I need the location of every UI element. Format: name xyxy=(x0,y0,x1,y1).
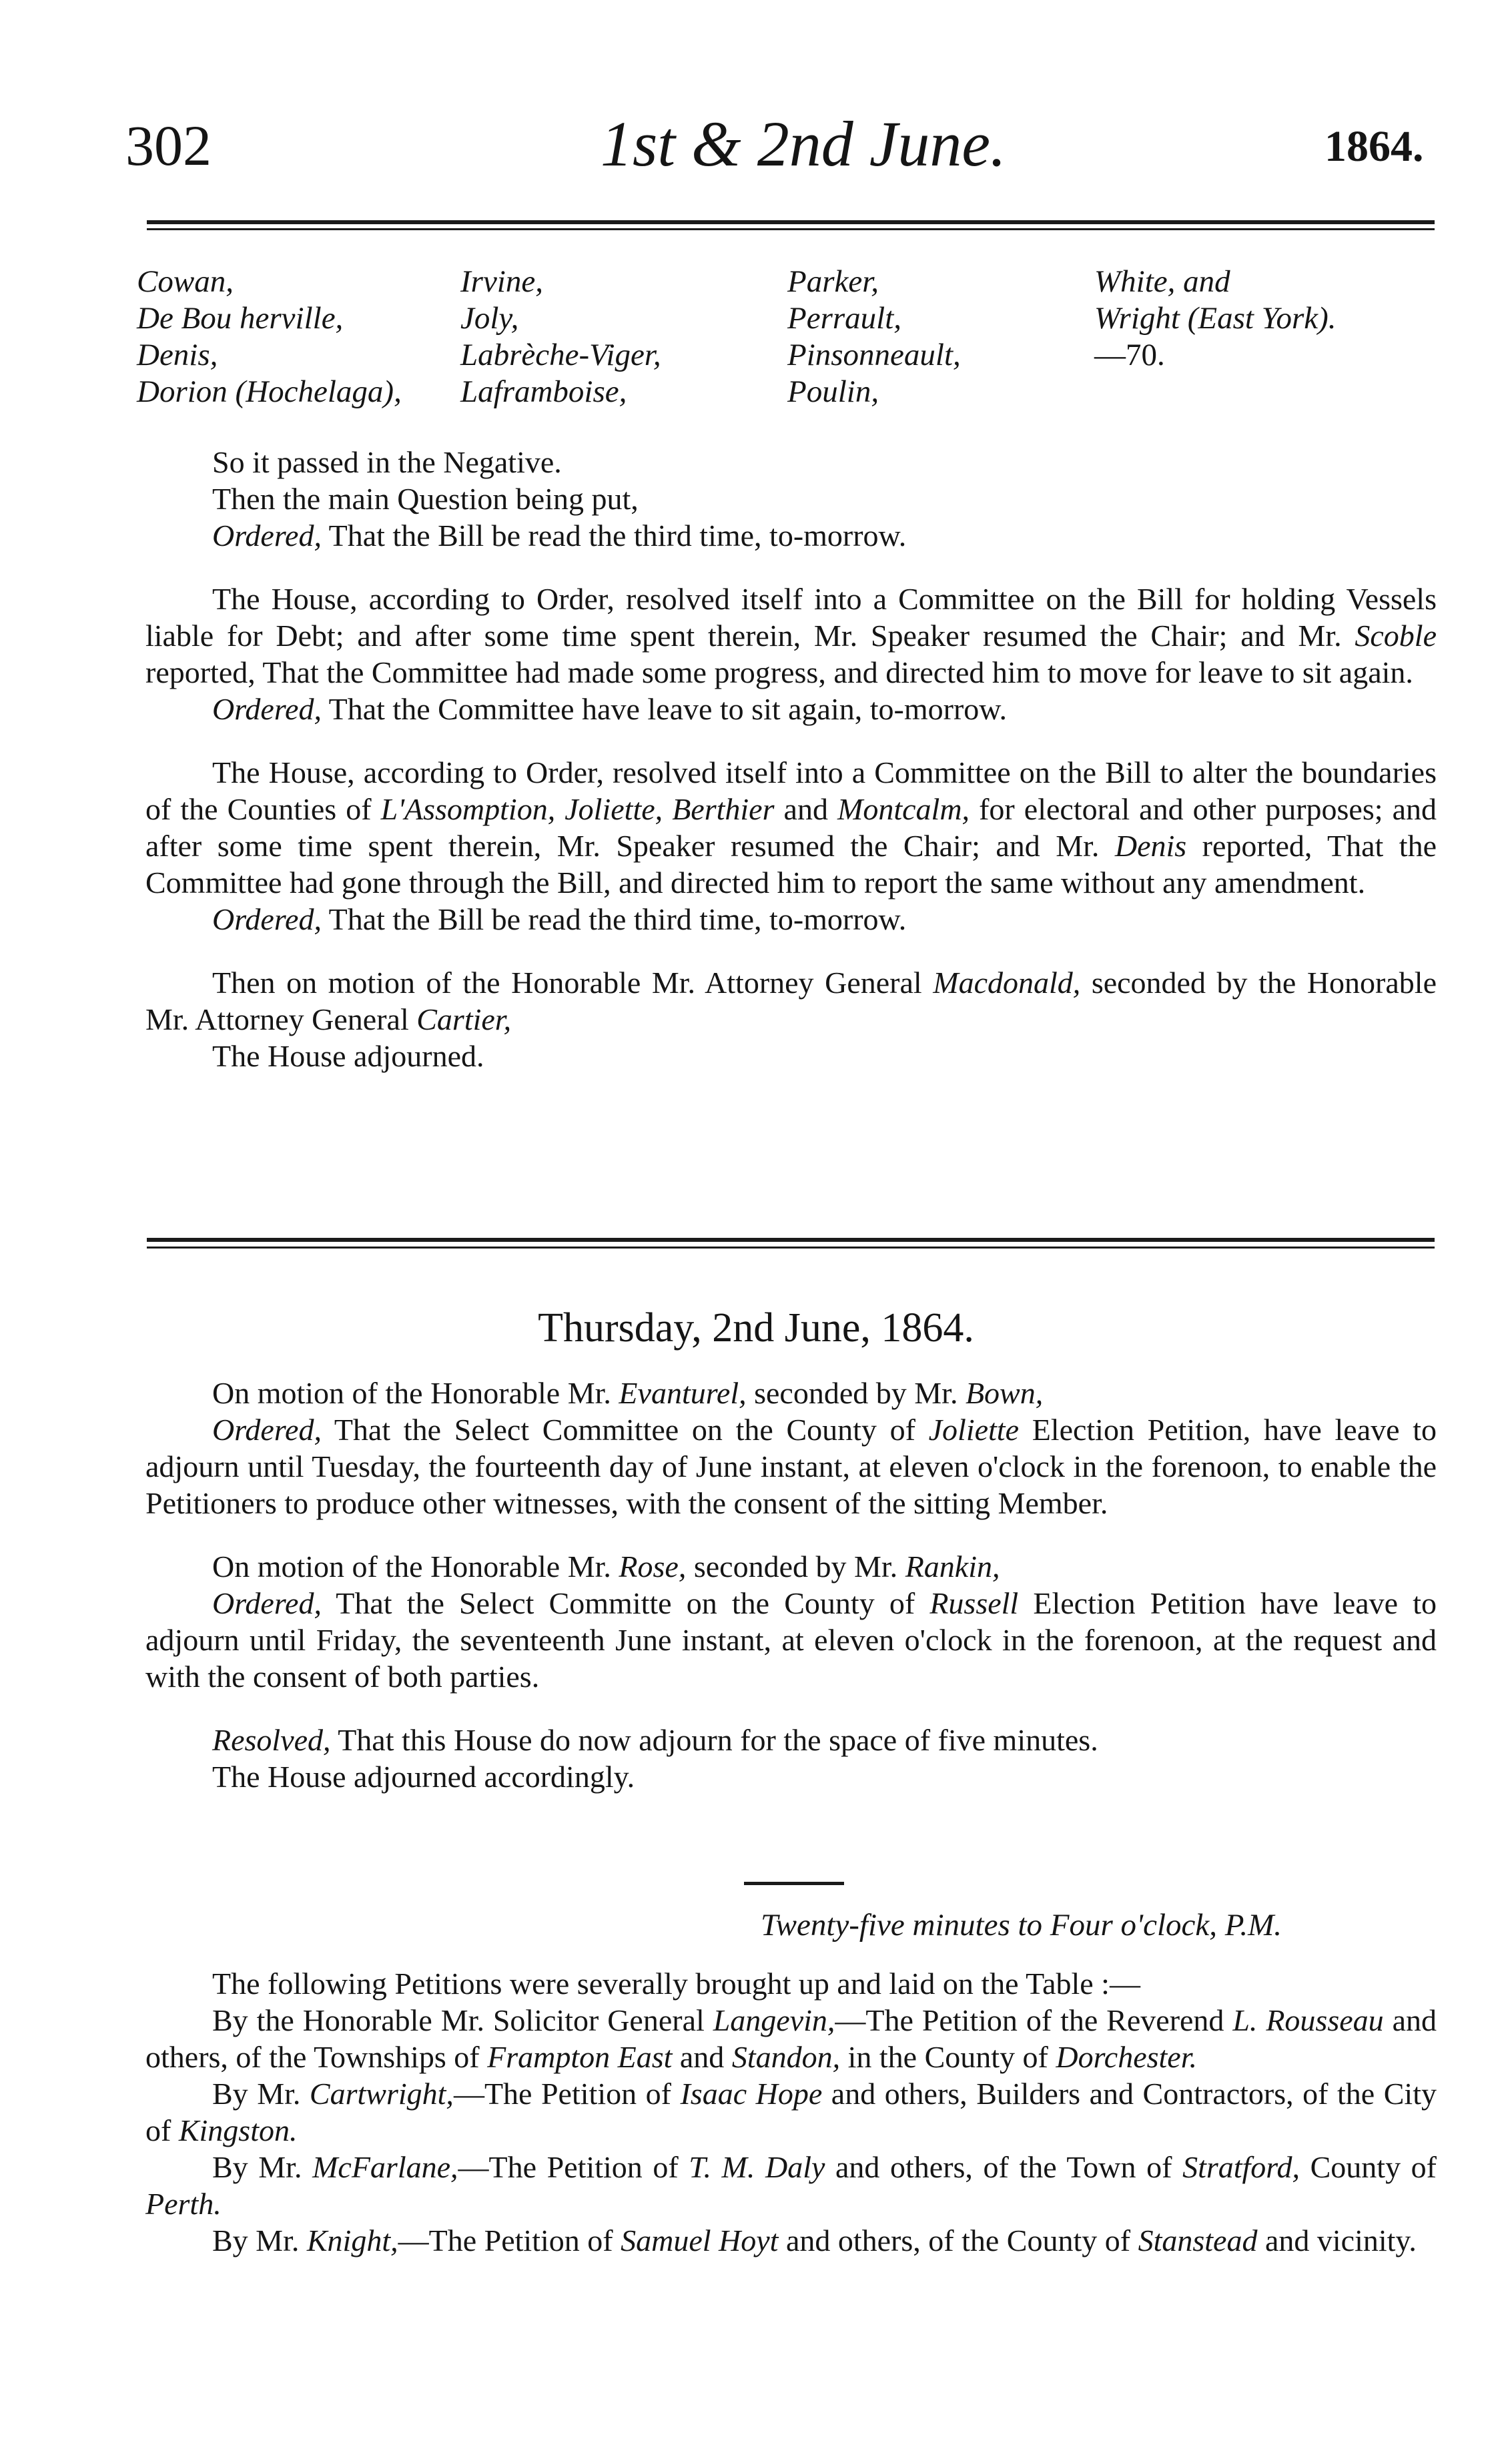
ordered-label: Ordered, xyxy=(212,902,322,936)
committee-boundaries-paragraph xyxy=(145,754,1437,901)
member-name: Bown, xyxy=(965,1376,1044,1410)
member-name: Knight, xyxy=(306,2223,398,2257)
motion-line xyxy=(145,1548,1437,1585)
text-run: and others, of the Town of xyxy=(825,2150,1183,2184)
name-entry: De Bou herville, xyxy=(137,301,344,336)
committee-vessels-paragraph xyxy=(145,581,1437,691)
petitions-intro: The following Petitions were severally brought up and laid on the Table :— xyxy=(212,1967,1140,2001)
petitioner-name: Samuel Hoyt xyxy=(621,2223,779,2257)
text-run: The House, according to Order, resolved itself into a Committee on the Bill to alter the boundaries of the Counties of xyxy=(145,755,1437,826)
ordered-label: Ordered, xyxy=(212,518,322,553)
ordered-line xyxy=(145,901,1437,938)
name-entry: Wright (East York). xyxy=(1094,301,1337,336)
petitioner-name: L. Rousseau xyxy=(1232,2003,1384,2037)
petitions-text xyxy=(145,1965,1437,2259)
name-entry: Irvine, xyxy=(460,264,543,299)
name-entry: Labrèche-Viger, xyxy=(460,338,661,372)
name-entry: Laframboise, xyxy=(460,374,627,409)
motion-line xyxy=(145,1375,1437,1411)
member-name: Rankin, xyxy=(905,1549,1000,1584)
text-run: seconded by the Honorable Mr. Attorney General xyxy=(145,966,1437,1036)
county-name: Montcalm, xyxy=(837,792,970,826)
text-run: County of xyxy=(1300,2150,1437,2184)
name-entry: Dorion (Hochelaga), xyxy=(137,374,402,409)
ordered-label: Ordered, xyxy=(212,1413,322,1447)
text-run: —The Petition of xyxy=(398,2223,621,2257)
text-run: seconded by Mr. xyxy=(686,1549,905,1584)
place-name: Stanstead xyxy=(1138,2223,1258,2257)
text-run: in the County of xyxy=(840,2040,1056,2074)
text-run: reported, That the Committee had gone through the Bill, and directed him to report the same without any amendment. xyxy=(145,829,1437,900)
ordered-text: That the Committee have leave to sit again, to-morrow. xyxy=(321,692,1008,726)
member-name: Evanturel, xyxy=(619,1376,747,1410)
member-name: Cartwright, xyxy=(309,2077,454,2111)
ordered-line xyxy=(145,517,1437,554)
text-run: By Mr. xyxy=(212,2223,307,2257)
place-name: Frampton East xyxy=(487,2040,673,2074)
petition-entry xyxy=(145,2002,1437,2075)
place-name: Kingston. xyxy=(178,2113,298,2147)
section-2-text xyxy=(145,1375,1437,1795)
time-line: Twenty-five minutes to Four o'clock, P.M. xyxy=(761,1908,1282,1943)
russell-order-paragraph xyxy=(145,1585,1437,1695)
name-entry: —70. xyxy=(1094,338,1165,372)
day-heading: Thursday, 2nd June, 1864. xyxy=(538,1305,974,1351)
county-names: L'Assomption, Joliette, Berthier xyxy=(380,792,775,826)
petition-entry xyxy=(145,2222,1437,2259)
name-entry: White, and xyxy=(1094,264,1230,299)
header-rule xyxy=(147,220,1435,224)
text-run: for electoral and other purposes; and after some time spent therein, Mr. Speaker resumed the Chair; and Mr. xyxy=(145,792,1437,863)
header-rule-thin xyxy=(147,228,1435,230)
section-divider-rule-thin xyxy=(147,1247,1435,1249)
page-year: 1864. xyxy=(1325,122,1424,171)
page-number: 302 xyxy=(125,113,212,178)
adjourned-line: The House adjourned accordingly. xyxy=(212,1760,635,1794)
name-entry: Poulin, xyxy=(787,374,879,409)
name-entry: Parker, xyxy=(787,264,879,299)
names-column-2 xyxy=(460,264,661,410)
result-line: So it passed in the Negative. xyxy=(212,445,562,479)
name-entry: Pinsonneault, xyxy=(787,338,961,372)
name-entry: Denis, xyxy=(137,338,218,372)
ordered-text: That the Bill be read the third time, to-morrow. xyxy=(321,518,907,553)
page-title: 1st & 2nd June. xyxy=(601,108,1006,180)
member-name: McFarlane, xyxy=(312,2150,458,2184)
ordered-label: Ordered, xyxy=(212,692,322,726)
place-name: Perth. xyxy=(145,2187,222,2221)
text-run: That the Select Committe on the County of xyxy=(321,1586,930,1620)
section-divider-rule xyxy=(147,1238,1435,1242)
text-run: and others, of the County of xyxy=(778,2223,1138,2257)
text-run: Election Petition, have leave to adjourn until Tuesday, the fourteenth day of June instant, at eleven o'clock in the forenoon, to enable the Petitioners to produce other witnesses, with the consent of the sitting Member. xyxy=(145,1413,1437,1520)
ordered-label: Ordered, xyxy=(212,1586,322,1620)
petitioner-name: T. M. Daly xyxy=(689,2150,825,2184)
section-1-text xyxy=(145,444,1437,1074)
text-run: —The Petition of xyxy=(458,2150,689,2184)
ordered-text: That the Bill be read the third time, to-morrow. xyxy=(321,902,907,936)
name-entry: Joly, xyxy=(460,301,519,336)
text-run: The House, according to Order, resolved itself into a Committee on the Bill for holding Vessels liable for Debt; and after some time spent therein, Mr. Speaker resumed the Chair; and Mr. xyxy=(145,582,1437,653)
adjournment-motion-paragraph xyxy=(145,964,1437,1038)
text-run: By the Honorable Mr. Solicitor General xyxy=(212,2003,713,2037)
text-run: and xyxy=(672,2040,732,2074)
text-run: Election Petition have leave to adjourn until Friday, the seventeenth June instant, at eleven o'clock in the forenoon, at the request and with the consent of both parties. xyxy=(145,1586,1437,1694)
text-run: That the Select Committee on the County of xyxy=(321,1413,929,1447)
name-entry: Cowan, xyxy=(137,264,234,299)
county-name: Joliette xyxy=(928,1413,1019,1447)
joliette-order-paragraph xyxy=(145,1411,1437,1521)
resolved-label: Resolved, xyxy=(212,1723,331,1757)
text-run: That this House do now adjourn for the space of five minutes. xyxy=(330,1723,1098,1757)
ordered-line xyxy=(145,691,1437,727)
text-run: —The Petition of the Reverend xyxy=(835,2003,1233,2037)
petition-entry xyxy=(145,2075,1437,2149)
place-name: Stratford, xyxy=(1182,2150,1300,2184)
text-run: On motion of the Honorable Mr. xyxy=(212,1376,619,1410)
resolution-line xyxy=(145,1722,1437,1758)
member-name: Rose, xyxy=(619,1549,687,1584)
text-run: —The Petition of xyxy=(453,2077,681,2111)
petitioner-name: Isaac Hope xyxy=(680,2077,823,2111)
names-column-1 xyxy=(137,264,402,410)
member-name: Macdonald, xyxy=(933,966,1081,1000)
text-run: seconded by Mr. xyxy=(746,1376,966,1410)
adjourned-line: The House adjourned. xyxy=(212,1039,484,1073)
question-line: Then the main Question being put, xyxy=(212,482,639,516)
text-run: and others, of the Townships of xyxy=(145,2003,1437,2074)
text-run: By Mr. xyxy=(212,2077,310,2111)
short-divider-rule xyxy=(744,1882,844,1885)
county-name: Russell xyxy=(929,1586,1019,1620)
text-run: Then on motion of the Honorable Mr. Attorney General xyxy=(212,966,933,1000)
text-run: By Mr. xyxy=(212,2150,313,2184)
member-name: Cartier, xyxy=(416,1002,512,1036)
text-run: reported, That the Committee had made some progress, and directed him to move for leave to sit again. xyxy=(145,655,1413,689)
member-name: Scoble xyxy=(1355,619,1437,653)
text-run: and vicinity. xyxy=(1257,2223,1417,2257)
text-run: and xyxy=(774,792,838,826)
place-name: Dorchester. xyxy=(1056,2040,1198,2074)
text-run: On motion of the Honorable Mr. xyxy=(212,1549,619,1584)
member-name: Denis xyxy=(1114,829,1187,863)
place-name: Standon, xyxy=(731,2040,841,2074)
names-column-4 xyxy=(1094,264,1337,374)
text-run: and others, Builders and Contractors, of the City of xyxy=(145,2077,1437,2147)
names-column-3 xyxy=(787,264,961,410)
name-entry: Perrault, xyxy=(787,301,902,336)
petition-entry xyxy=(145,2149,1437,2222)
member-name: Langevin, xyxy=(713,2003,835,2037)
